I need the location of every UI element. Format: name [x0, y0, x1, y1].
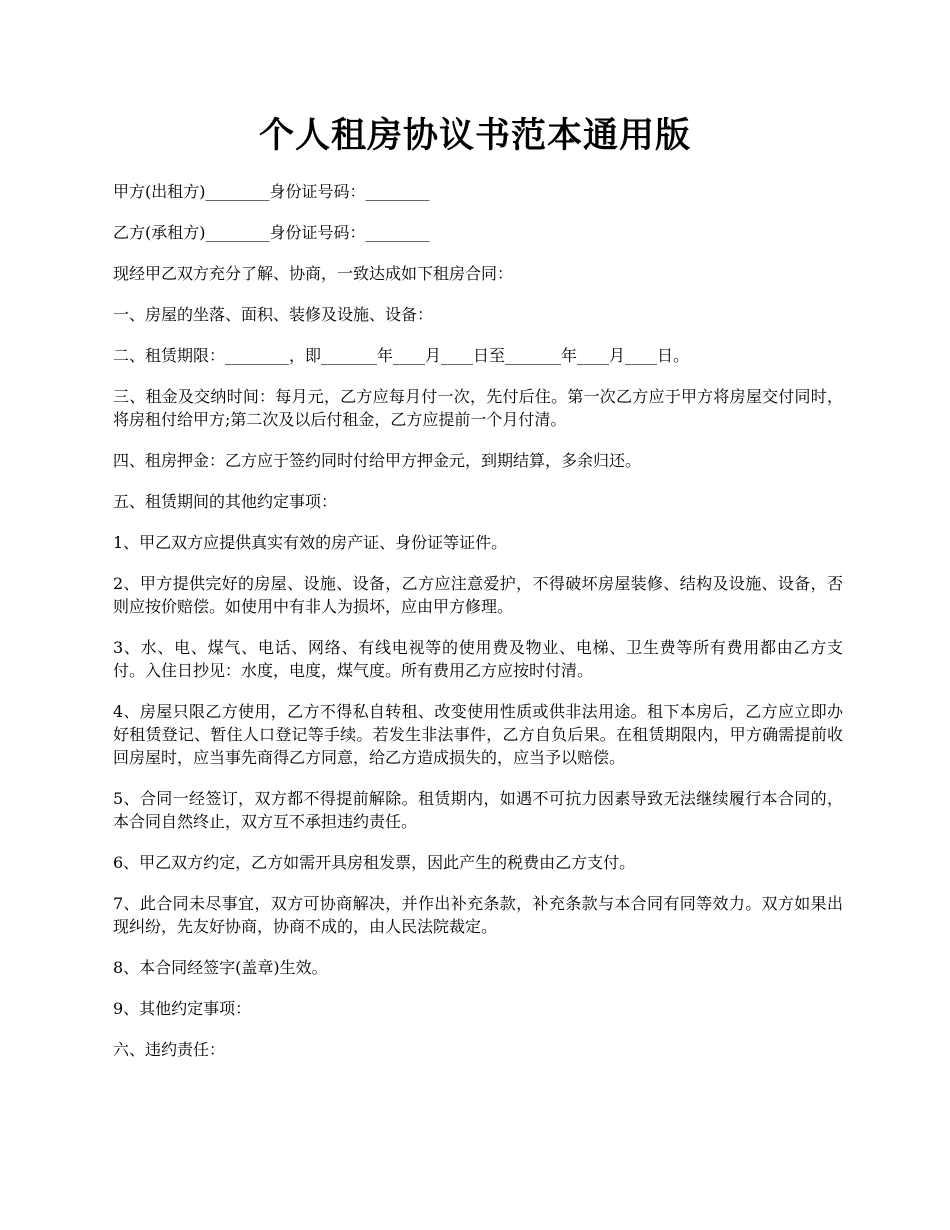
clause-7: 7、此合同未尽事宜，双方可协商解决，并作出补充条款，补充条款与本合同有同等效力。双方如果出现纠纷，先友好协商，协商不成的，由人民法院裁定。 [113, 894, 843, 936]
party-a-line: 甲方(出租方)________身份证号码：________ [113, 182, 430, 201]
document-body [113, 180, 843, 1079]
clause-2: 2、甲方提供完好的房屋、设施、设备，乙方应注意爱护，不得破坏房屋装修、结构及设施、设备，否则应按价赔偿。如使用中有非人为损坏，应由甲方修理。 [113, 574, 843, 616]
clause-4: 4、房屋只限乙方使用，乙方不得私自转租、改变使用性质或供非法用途。租下本房后，乙方应立即办好租赁登记、暂住人口登记等手续。若发生非法事件，乙方自负后果。在租赁期限内，甲方确需提前收回房屋时，应当事先商得乙方同意，给乙方造成损失的，应当予以赔偿。 [113, 702, 843, 767]
clause-9: 9、其他约定事项： [113, 999, 252, 1018]
clause-1: 1、甲乙双方应提供真实有效的房产证、身份证等证件。 [113, 533, 508, 552]
section-3-rent: 三、租金及交纳时间：每月元，乙方应每月付一次，先付后住。第一次乙方应于甲方将房屋交付同时，将房租付给甲方;第二次及以后付租金，乙方应提前一个月付清。 [113, 387, 843, 429]
document-title: 个人租房协议书范本通用版 [258, 115, 691, 156]
clause-8: 8、本合同经签字(盖章)生效。 [113, 958, 328, 977]
party-b-line: 乙方(承租方)________身份证号码：________ [113, 223, 430, 242]
clause-5: 5、合同一经签订，双方都不得提前解除。租赁期内，如遇不可抗力因素导致无法继续履行本合同的，本合同自然终止，双方互不承担违约责任。 [113, 789, 843, 831]
clause-6: 6、甲乙双方约定，乙方如需开具房租发票，因此产生的税费由乙方支付。 [113, 853, 636, 872]
section-1-heading: 一、房屋的坐落、面积、装修及设施、设备： [113, 305, 434, 324]
section-2-lease-term: 二、租赁期限：________，即_______年____月____日至_______年____月____日。 [113, 346, 690, 365]
section-5-heading: 五、租赁期间的其他约定事项： [113, 492, 338, 511]
clause-3: 3、水、电、煤气、电话、网络、有线电视等的使用费及物业、电梯、卫生费等所有费用都由乙方支付。入住日抄见：水度，电度，煤气度。所有费用乙方应按时付清。 [113, 638, 843, 680]
section-6-heading: 六、违约责任： [113, 1040, 226, 1059]
intro-paragraph: 现经甲乙双方充分了解、协商，一致达成如下租房合同： [113, 264, 514, 283]
section-4-deposit: 四、租房押金：乙方应于签约同时付给甲方押金元，到期结算，多余归还。 [113, 451, 642, 470]
